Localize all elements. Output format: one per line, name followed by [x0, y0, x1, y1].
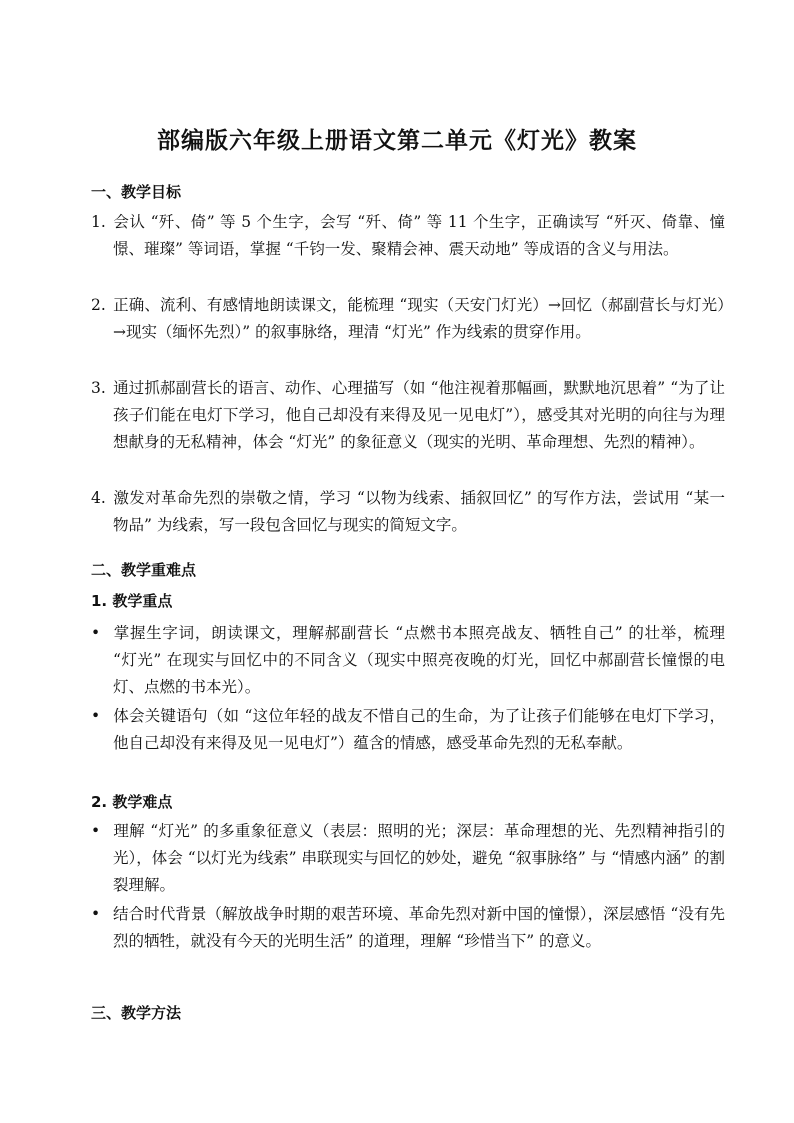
item-text: 通过抓郝副营长的语言、动作、心理描写（如 “他注视着那幅画，默默地沉思着” “为了让孩子们能在电灯下学习，他自己却没有来得及见一见电灯”），感受其对光明的向往与为理想献身的无私精神，体会 “灯光” 的象征意义（现实的光明、革命理想、先烈的精神）。 [113, 379, 725, 451]
item-text: 理解 “灯光” 的多重象征意义（表层：照明的光；深层：革命理想的光、先烈精神指引的光），体会 “以灯光为线索” 串联现实与回忆的妙处，避免 “叙事脉络” 与 “情感内涵” 的割裂理解。 [113, 822, 725, 894]
item-text: 正确、流利、有感情地朗读课文，能梳理 “现实（天安门灯光）→回忆（郝副营长与灯光）→现实（缅怀先烈）” 的叙事脉络，理清 “灯光” 作为线索的贯穿作用。 [113, 296, 725, 341]
bullet: • [91, 624, 101, 642]
bullet: • [91, 707, 101, 725]
list-item [91, 901, 725, 955]
item-text: 体会关键语句（如 “这位年轻的战友不惜自己的生命，为了让孩子们能够在电灯下学习，他自己却没有来得及见一见电灯”）蕴含的情感，感受革命先烈的无私奉献。 [113, 707, 725, 752]
section-heading-goals: 一、教学目标 [91, 183, 182, 201]
list-item [91, 375, 725, 456]
list-item [91, 703, 725, 757]
item-number: 1. [91, 213, 106, 231]
item-text: 掌握生字词，朗读课文，理解郝副营长 “点燃书本照亮战友、牺牲自己” 的壮举，梳理 “灯光” 在现实与回忆中的不同含义（现实中照亮夜晚的灯光，回忆中郝副营长憧憬的电灯、点燃的书本光）。 [113, 624, 725, 696]
item-text: 激发对革命先烈的崇敬之情，学习 “以物为线索、插叙回忆” 的写作方法，尝试用 “某一物品” 为线索，写一段包含回忆与现实的简短文字。 [113, 489, 725, 534]
list-item [91, 620, 725, 701]
item-number: 4. [91, 489, 106, 507]
item-number: 2. [91, 296, 106, 314]
list-item [91, 485, 725, 539]
list-item [91, 292, 725, 346]
item-text: 结合时代背景（解放战争时期的艰苦环境、革命先烈对新中国的憧憬），深层感悟 “没有先烈的牺牲，就没有今天的光明生活” 的道理，理解 “珍惜当下” 的意义。 [113, 905, 725, 950]
document-title: 部编版六年级上册语文第二单元《灯光》教案 [157, 128, 637, 154]
section-heading-key-points: 二、教学重难点 [91, 561, 197, 579]
bullet: • [91, 822, 101, 840]
item-number: 3. [91, 379, 106, 397]
list-item [91, 209, 725, 263]
subsection-heading-difficulty: 2. 教学难点 [91, 793, 173, 811]
item-text: 会认 “歼、倚” 等 5 个生字，会写 “歼、倚” 等 11 个生字，正确读写 “歼灭、倚靠、憧憬、璀璨” 等词语，掌握 “千钧一发、聚精会神、震天动地” 等成语的含义与用法。 [113, 213, 725, 258]
subsection-heading-focus: 1. 教学重点 [91, 592, 173, 610]
section-heading-methods: 三、教学方法 [91, 1004, 182, 1022]
list-item [91, 818, 725, 899]
bullet: • [91, 905, 101, 923]
